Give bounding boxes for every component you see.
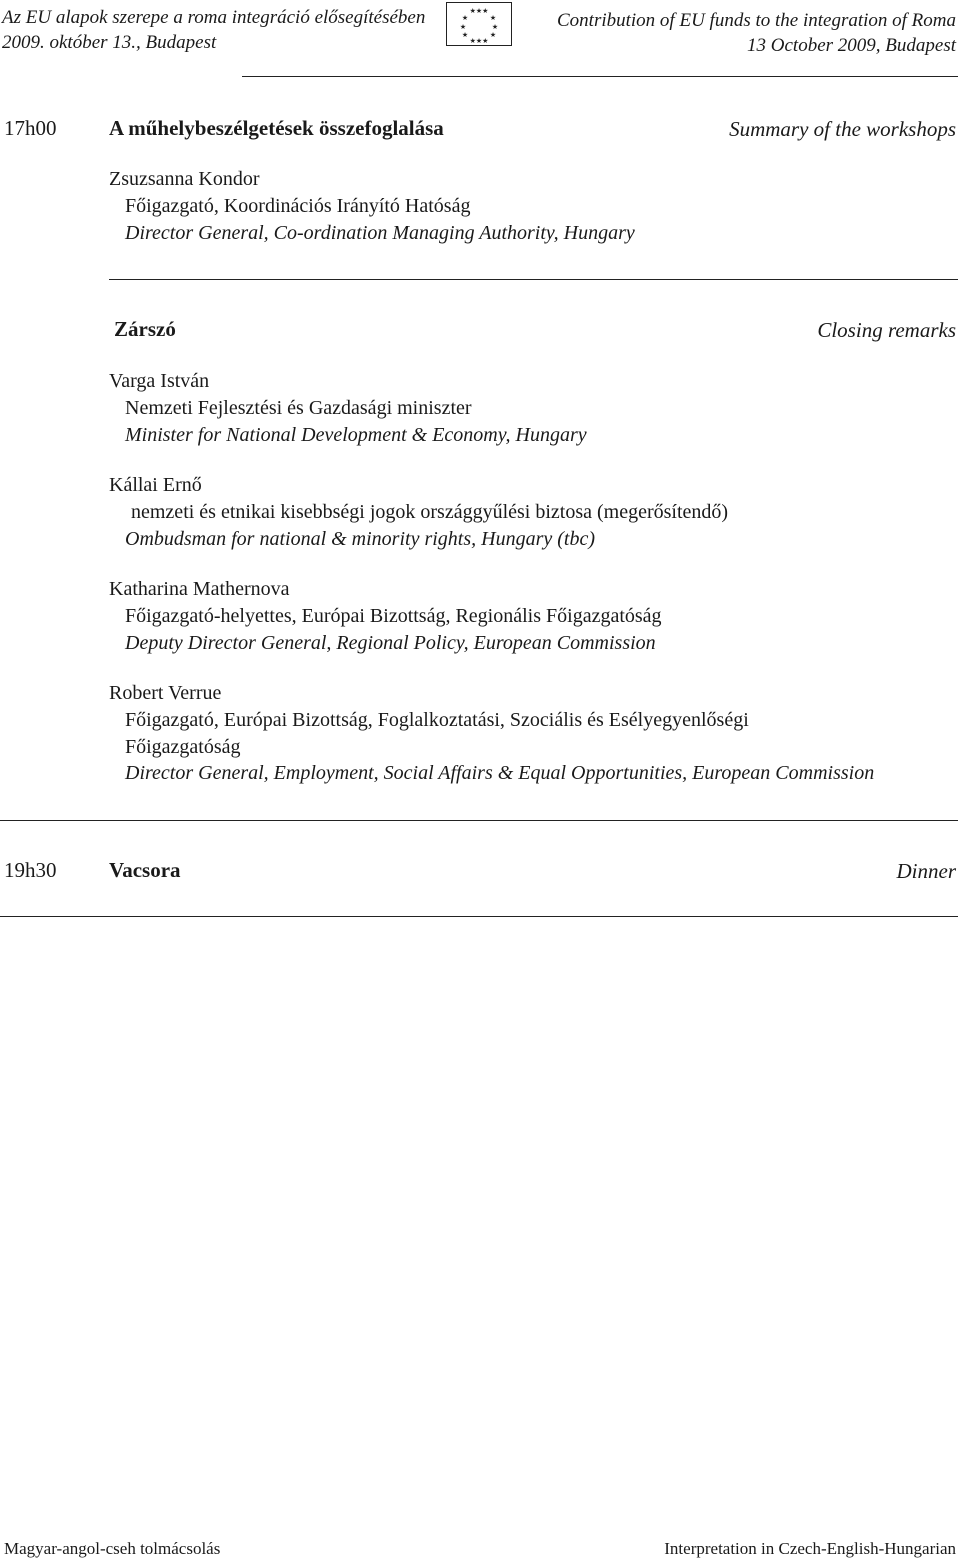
svg-text:★: ★ [459,23,467,31]
session-time: 19h30 [4,858,57,882]
svg-text:★★★: ★★★ [469,7,489,15]
header-left-date: 2009. október 13., Budapest [2,32,217,53]
session-title-hu: Vacsora [109,858,181,882]
speaker-role-en: Director General, Employment, Social Affairs & Equal Opportunities, European Commission [125,762,875,784]
speaker-role-hu-cont: Főigazgatóság [125,736,241,758]
speaker-name: Katharina Mathernova [109,578,290,600]
session-title-hu: Zárszó [114,317,176,341]
speaker-name: Robert Verrue [109,682,222,704]
header-divider [242,76,958,77]
header-right-title: Contribution of EU funds to the integration of Roma [557,10,956,31]
svg-text:★: ★ [491,23,499,31]
speaker-role-hu: Főigazgató-helyettes, Európai Bizottság, Regionális Főigazgatóság [125,605,662,627]
session-title-en: Closing remarks [817,318,956,342]
speaker-name: Varga István [109,370,210,392]
speaker-role-en: Deputy Director General, Regional Policy, European Commission [125,632,656,654]
header-left-title: Az EU alapok szerepe a roma integráció elősegítésében [2,7,426,28]
eu-flag-icon [446,2,512,46]
speaker-name: Kállai Ernő [109,474,202,496]
speaker-role-hu: Főigazgató, Koordinációs Irányító Hatóság [125,195,471,217]
svg-text:★: ★ [461,31,469,39]
svg-text:★★★: ★★★ [469,37,489,45]
section-divider [109,279,958,280]
session-title-hu: A műhelybeszélgetések összefoglalása [109,116,444,140]
svg-text:★: ★ [489,14,497,22]
speaker-role-en: Ombudsman for national & minority rights, Hungary (tbc) [125,528,595,550]
speaker-name: Zsuzsanna Kondor [109,168,260,190]
session-time: 17h00 [4,116,57,140]
session-title-en: Summary of the workshops [729,117,956,141]
header-right-date: 13 October 2009, Budapest [747,35,956,56]
speaker-role-hu: Főigazgató, Európai Bizottság, Foglalkoztatási, Szociális és Esélyegyenlőségi [125,709,749,731]
speaker-role-en: Minister for National Development & Economy, Hungary [125,424,587,446]
footer-left: Magyar-angol-cseh tolmácsolás [4,1539,221,1558]
speaker-role-hu: nemzeti és etnikai kisebbségi jogok országgyűlési biztosa (megerősítendő) [131,501,729,523]
svg-text:★: ★ [461,14,469,22]
speaker-role-en: Director General, Co-ordination Managing Authority, Hungary [125,222,635,244]
section-divider [0,820,958,821]
footer-right: Interpretation in Czech-English-Hungarian [664,1539,956,1558]
session-title-en: Dinner [896,859,956,883]
speaker-role-hu: Nemzeti Fejlesztési és Gazdasági miniszter [125,397,472,419]
section-divider [0,916,958,917]
eu-stars-icon [447,3,511,45]
svg-text:★: ★ [489,31,497,39]
